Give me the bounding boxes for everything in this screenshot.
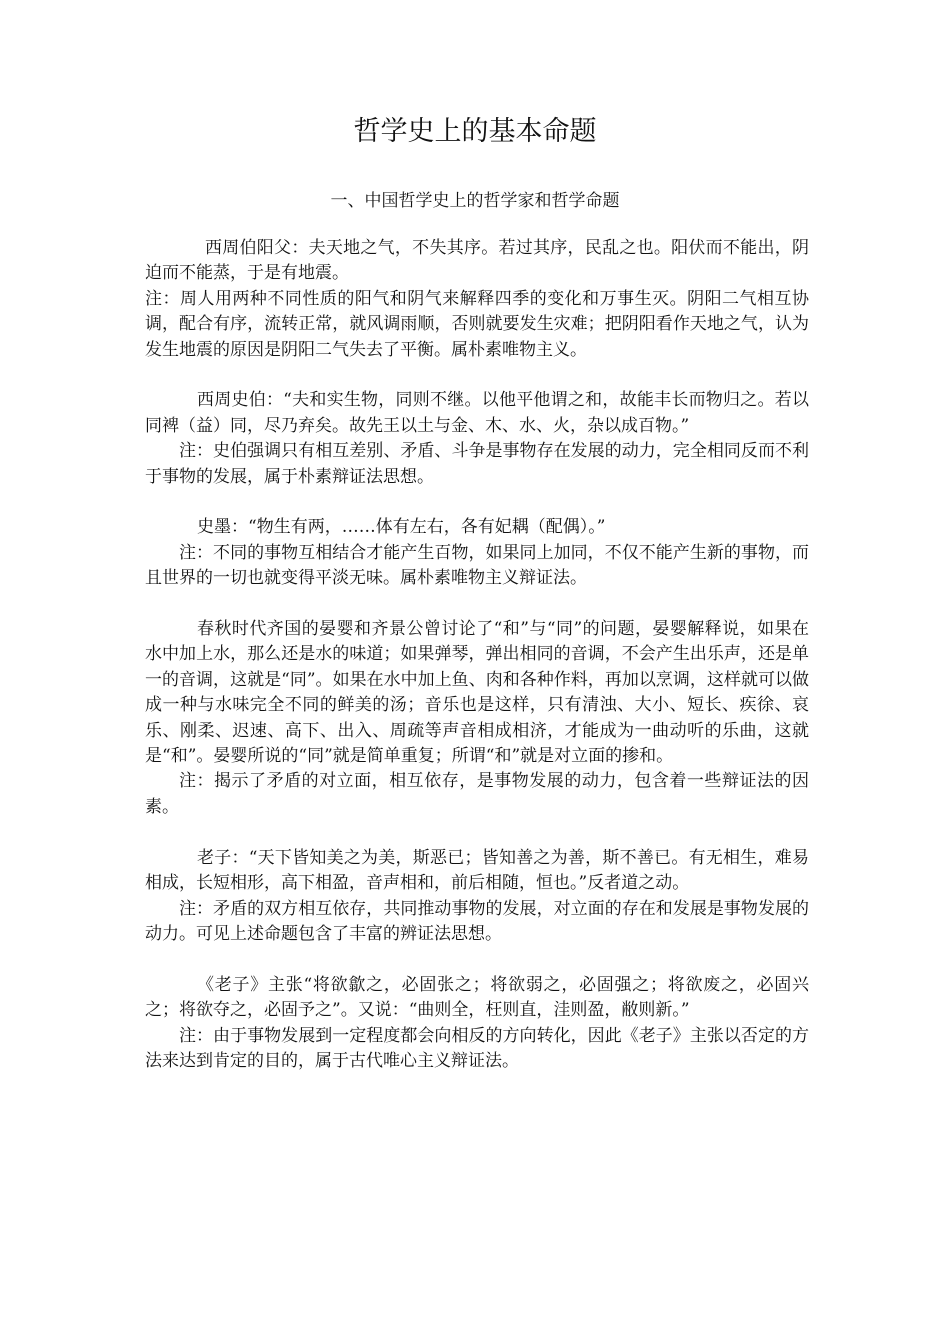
quote-paragraph: 西周史伯：“夫和实生物，同则不继。以他平他谓之和，故能丰长而物归之。若以同裨（益）同，尽乃弃矣。故先王以土与金、木、水、火，杂以成百物。” [145,390,809,436]
quote-paragraph: 《老子》主张“将欲歙之，必固张之；将欲弱之，必固强之；将欲废之，必固兴之；将欲夺之，必固予之”。又说：“曲则全，枉则直，洼则盈，敝则新。” [145,974,809,1021]
paragraph-gap [145,490,809,515]
note-paragraph: 注：史伯强调只有相互差别、矛盾、斗争是事物存在发展的动力，完全相同反而不利于事物的发展，属于朴素辩证法思想。 [145,441,809,487]
page-title: 哲学史上的基本命题 [353,116,597,147]
quote-paragraph: 老子：“天下皆知美之为美，斯恶已；皆知善之为善，斯不善已。有无相生，难易相成，长短相形，高下相盈，音声相和，前后相随，恒也。”反者道之动。 [145,847,809,894]
document-body [145,236,809,1074]
section-heading: 一、中国哲学史上的哲学家和哲学命题 [330,191,620,211]
quote-paragraph: 春秋时代齐国的晏婴和齐景公曾讨论了“和”与“同”的问题，晏婴解释说，如果在水中加上水，那么还是水的味道；如果弹琴，弹出相同的音调，不会产生出乐声，还是单一的音调，这就是“同”。如果在水中加上鱼、肉和各种作料，再加以烹调，这样就可以做成一种与水味完全不同的鲜美的汤；音乐也是这样，只有清浊、大小、短长、疾徐、哀乐、刚柔、迟速、高下、出入、周疏等声音相成相济，才能成为一曲动听的乐曲，这就是“和”。晏婴所说的“同”就是简单重复；所谓“和”就是对立面的掺和。 [145,619,809,767]
paragraph-gap [145,947,809,972]
paragraph-gap [145,820,809,845]
quote-paragraph: 史墨：“物生有两，……体有左右，各有妃耦（配偶）。” [197,517,606,538]
note-paragraph: 注：周人用两种不同性质的阳气和阴气来解释四季的变化和万事生灭。阴阳二气相互协调，配合有序，流转正常，就风调雨顺，否则就要发生灾难；把阴阳看作天地之气，认为发生地震的原因是阴阳二气失去了平衡。属朴素唯物主义。 [145,288,809,360]
paragraph-gap [145,363,809,388]
paragraph-gap [145,592,809,617]
note-paragraph: 注：由于事物发展到一定程度都会向相反的方向转化，因此《老子》主张以否定的方法来达到肯定的目的，属于古代唯心主义辩证法。 [145,1025,809,1071]
quote-paragraph: 西周伯阳父：夫天地之气，不失其序。若过其序，民乱之也。阳伏而不能出，阴迫而不能蒸，于是有地震。 [145,238,809,284]
note-paragraph: 注：揭示了矛盾的对立面，相互依存，是事物发展的动力，包含着一些辩证法的因素。 [145,771,809,817]
note-paragraph: 注：不同的事物互相结合才能产生百物，如果同上加同，不仅不能产生新的事物，而且世界的一切也就变得平淡无味。属朴素唯物主义辩证法。 [145,542,809,589]
note-paragraph: 注：矛盾的双方相互依存，共同推动事物的发展，对立面的存在和发展是事物发展的动力。可见上述命题包含了丰富的辨证法思想。 [145,898,809,944]
